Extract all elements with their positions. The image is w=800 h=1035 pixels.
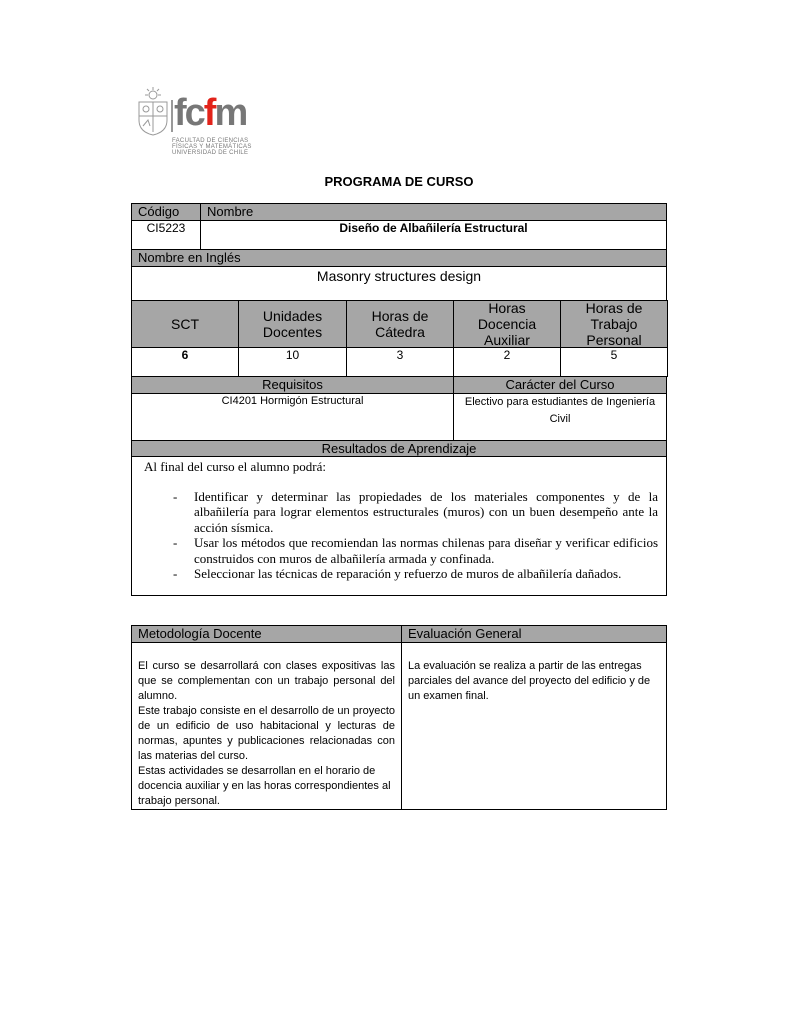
outcomes-body [131,456,667,596]
outcomes-label: Resultados de Aprendizaje [131,440,667,457]
list-item: - Usar los métodos que recomiendan las normas chilenas para diseñar y verificar edificios construidos con muros de albañilería armada y confinada. [173,535,658,566]
hours-header: Horas de Trabajo Personal [560,300,668,348]
evaluation-body: La evaluación se realiza a partir de las entregas parciales del avance del proyecto del edificio y de un examen final. [401,642,667,810]
logo-line: FACULTAD DE CIENCIAS [172,138,249,144]
character-value: Electivo para estudiantes de Ingeniería Civil [453,393,667,441]
university-shield-icon [136,86,170,136]
character-label: Carácter del Curso [453,376,667,394]
course-name: Diseño de Albañilería Estructural [200,220,667,250]
hours-value: 3 [346,347,454,377]
outcomes-list [144,489,658,582]
methodology-paragraph: Estas actividades se desarrollan en el horario de docencia auxiliar y en las horas correspondientes al trabajo personal. [138,765,391,807]
requirements-value: CI4201 Hormigón Estructural [131,393,454,441]
list-item: - Identificar y determinar las propiedades de los materiales componentes y de la albañilería para lograr elementos estructurales (muros) con un buen desempeño ante la acción sísmica. [173,488,658,535]
fcfm-wordmark: fcfm [174,92,247,134]
hours-value: 6 [131,347,239,377]
hours-header: Unidades Docentes [238,300,347,348]
course-code: CI5223 [131,220,201,250]
methodology-label: Metodología Docente [131,625,402,643]
name-label: Nombre [200,203,667,221]
hours-header: Horas de Cátedra [346,300,454,348]
hours-header: SCT [131,300,239,348]
hours-value: 2 [453,347,561,377]
code-label: Código [131,203,201,221]
list-item: - Seleccionar las técnicas de reparación y refuerzo de muros de albañilería dañados. [173,566,622,581]
hours-value: 10 [238,347,347,377]
fcfm-logo [136,86,251,161]
methodology-paragraph: El curso se desarrollará con clases expositivas las que se complementan con un trabajo personal del alumno. [138,660,395,702]
hours-header: Horas Docencia Auxiliar [453,300,561,348]
logo-line: UNIVERSIDAD DE CHILE [172,150,249,156]
methodology-body [131,642,402,810]
hours-value: 5 [560,347,668,377]
outcomes-intro: Al final del curso el alumno podrá: [144,459,326,474]
evaluation-label: Evaluación General [401,625,667,643]
methodology-paragraph: Este trabajo consiste en el desarrollo de un proyecto de un edificio de uso habitacional y lecturas de normas, apuntes y publicaciones relacionadas con las materias del curso. [138,705,395,762]
english-name-label: Nombre en Inglés [131,249,667,267]
requirements-label: Requisitos [131,376,454,394]
logo-line: FÍSICAS Y MATEMÁTICAS [172,144,252,150]
page-title: PROGRAMA DE CURSO [324,174,474,189]
english-name: Masonry structures design [131,266,667,301]
